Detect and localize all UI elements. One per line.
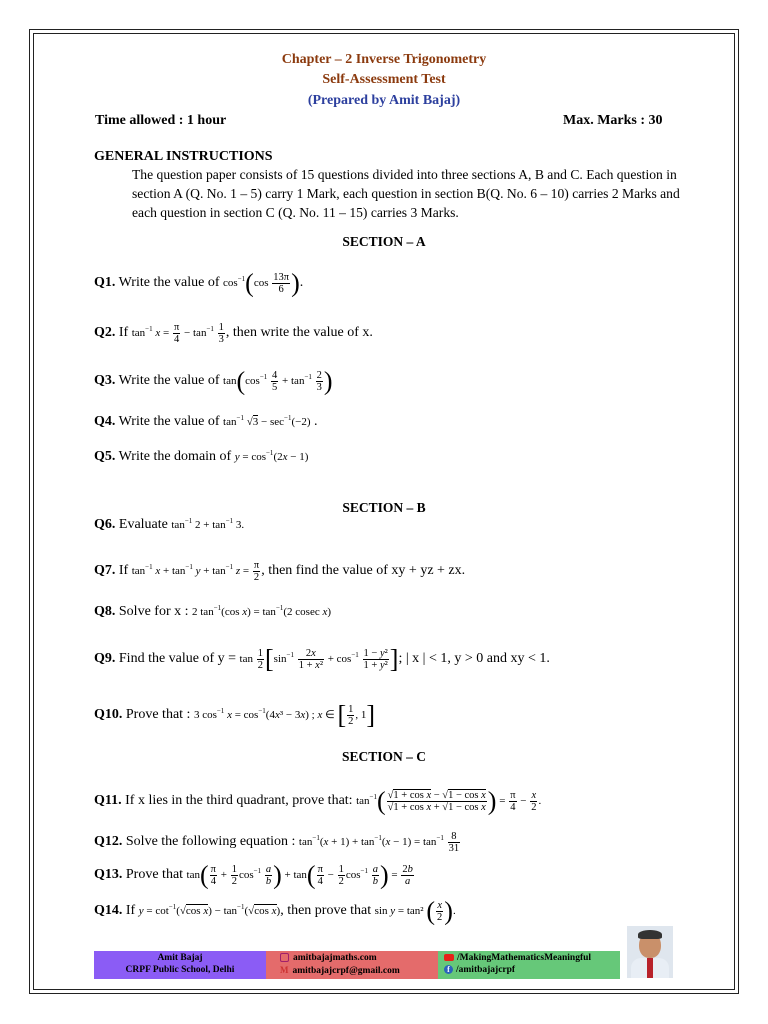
footer-youtube-row[interactable]: [444, 953, 591, 963]
math-expression: $y = \cos^{-1}(2x - 1)$: [234, 449, 309, 463]
question-12: Q12. Solve the following equation : $\tan^{-1}(x + 1) + \tan^{-1}(x - 1) = \tan^{-1}$ $\frac{8}{31}$: [94, 831, 460, 854]
math-expression: $\tan^{-1} √3 - \sec^{-1}(-2)$: [223, 414, 311, 428]
footer-youtube: /MakingMathematicsMeaningful: [457, 953, 592, 963]
math-expression: $\cos^{-1}(\cos$ $\frac{13\pi}{6}$ ): [223, 268, 300, 298]
max-marks: Max. Marks : 30: [563, 113, 663, 128]
question-10: Q10. Prove that : 3 $\cos^{-1} x = \cos^{-1}(4x^3 - 3x)$ ; x ∈ [ $\frac{1}{2}$ , 1]: [94, 700, 376, 730]
question-2: Q2. If $\tan^{-1} x$ = $\frac{\pi}{4}$ − $\tan^{-1}$ $\frac{1}{3}$ , then write the value of x.: [94, 322, 373, 345]
math-expression: $\tan^{-1} x$ = $\frac{\pi}{4}$ − $\tan^{-1}$ $\frac{1}{3}$: [131, 322, 224, 345]
math-expression: $\tan^{-1} x + \tan^{-1} y + \tan^{-1} z$ = $\frac{\pi}{2}$: [131, 560, 260, 583]
footer-email: amitbajajcrpf@gmail.com: [292, 966, 400, 976]
question-6: Q6. Evaluate $\tan^{-1} 2 + \tan^{-1} 3$.: [94, 517, 245, 532]
question-5: Q5. Write the domain of $y = \cos^{-1}(2x - 1)$: [94, 449, 309, 464]
footer-school: CRPF Public School, Delhi: [125, 965, 235, 975]
question-number: Q1.: [94, 275, 116, 291]
question-9: Q9. Find the value of y = tan $\frac{1}{2}$ [$\sin^{-1}$ $\frac{2x}{\text{1 + x²}}$ + $\cos^{-1}$ $\frac{\text{1 − y²}}{\text{1 + y²}}$ ]; | x | < 1, y > 0 and xy < 1.: [94, 644, 550, 674]
test-title: Self-Assessment Test: [322, 72, 446, 87]
math-expression-2: sin y = tan² ( $\frac{x}{2}$ ).: [374, 896, 456, 926]
facebook-icon: f: [444, 965, 453, 974]
chapter-title: Chapter – 2 Inverse Trigonometry: [281, 52, 487, 67]
question-13: Q13. Prove that tan( $\frac{\pi}{4}$ + $\frac{1}{2}$ $\cos^{-1}$ $\frac{a}{b}$ ) + tan( $\frac{\pi}{4}$ − $\frac{1}{2}$ $\cos^{-1}$ $\frac{a}{b}$ ) = $\frac{2b}{a}$: [94, 860, 413, 890]
math-expression: 2 $\tan^{-1}(\cos$ $x) = \tan^{-1}(2$ cosec x): [192, 604, 332, 618]
math-expression: tan( $\frac{\pi}{4}$ + $\frac{1}{2}$ $\cos^{-1}$ $\frac{a}{b}$ ) + tan( $\frac{\pi}{4}$ − $\frac{1}{2}$ $\cos^{-1}$ $\frac{a}{b}$ ) = $\frac{2b}{a}$: [186, 860, 413, 890]
author-line: (Prepared by Amit Bajaj): [307, 93, 461, 108]
footer-email-row[interactable]: [280, 965, 400, 976]
footer-website: amitbajajmaths.com: [293, 953, 377, 963]
youtube-icon: [444, 954, 454, 961]
section-a-heading: SECTION – A: [342, 234, 426, 249]
instructions-text: The question paper consists of 15 questions divided into three sections A, B and C. Each question in section A (Q. No. 1 – 5) carry 1 Mark, each question in section B(Q. No. 6 – 10) carries 2 Marks and each question in section C (Q. No. 11 – 15) carries 3 Marks.: [132, 167, 680, 220]
footer-facebook: /amitbajajcrpf: [456, 965, 516, 975]
math-expression: tan $\frac{1}{2}$ [$\sin^{-1}$ $\frac{2x}{\text{1 + x²}}$ + $\cos^{-1}$ $\frac{\text{1 − y²}}{\text{1 + y²}}$ ]: [239, 644, 399, 674]
math-expression: $\tan^{-1}(x + 1) + \tan^{-1}(x - 1) = \tan^{-1}$ $\frac{8}{31}$: [298, 831, 460, 854]
gmail-icon: M: [280, 965, 289, 975]
instagram-icon: [280, 953, 289, 962]
math-expression: $\tan^{-1}$( $\frac{\text{√1 + cos x − √1 − cos x}}{\text{√1 + cos x + √1 − cos x}}$ ) = $\frac{\pi}{4}$ − $\frac{x}{2}$ .: [356, 786, 542, 816]
section-c-heading: SECTION – C: [341, 749, 427, 764]
footer-author-panel: [94, 951, 266, 979]
section-b-heading: SECTION – B: [342, 500, 426, 515]
footer-facebook-row[interactable]: [444, 965, 515, 975]
math-expression: 3 $\cos^{-1} x = \cos^{-1}(4x^3 - 3x)$ ; x ∈ [ $\frac{1}{2}$ , 1]: [193, 700, 376, 730]
question-1: Q1. Write the value of $\cos^{-1}(\cos$ $\frac{13\pi}{6}$ ).: [94, 268, 304, 298]
question-11: Q11. If x lies in the third quadrant, prove that: $\tan^{-1}$( $\frac{\text{√1 + cos x − √1 − cos x}}{\text{√1 + cos x + √1 − cos x}}$ ) = $\frac{\pi}{4}$ − $\frac{x}{2}$ .: [94, 786, 542, 816]
time-allowed: Time allowed : 1 hour: [95, 113, 227, 128]
footer-social-panel: [438, 951, 620, 979]
math-expression: $y = \cot^{-1}(√\cos$ $x) - \tan^{-1}(√\cos$ x): [138, 903, 281, 918]
question-14: Q14. If $y = \cot^{-1}(√\cos$ $x) - \tan^{-1}(√\cos$ x), then prove that sin y = tan² ( $\frac{x}{2}$ ).: [94, 896, 456, 926]
math-expression: $\tan(\cos^{-1}$ $\frac{4}{5}$ + $\tan^{-1}$ $\frac{2}{3}$ ): [223, 366, 333, 396]
question-4: Q4. Write the value of $\tan^{-1} √3 - \sec^{-1}(-2)$ .: [94, 414, 318, 429]
question-7: Q7. If $\tan^{-1} x + \tan^{-1} y + \tan^{-1} z$ = $\frac{\pi}{2}$ , then find the value of xy + yz + zx.: [94, 560, 466, 583]
math-expression: $\tan^{-1} 2 + \tan^{-1} 3$.: [171, 517, 245, 531]
footer-name: Amit Bajaj: [157, 953, 203, 963]
question-3: Q3. Write the value of $\tan(\cos^{-1}$ $\frac{4}{5}$ + $\tan^{-1}$ $\frac{2}{3}$ ): [94, 366, 333, 396]
footer-contact-panel: [266, 951, 438, 979]
footer-website-row[interactable]: [280, 953, 377, 963]
instructions-heading: GENERAL INSTRUCTIONS: [94, 149, 273, 164]
author-photo: [627, 926, 673, 978]
question-8: Q8. Solve for x : 2 $\tan^{-1}(\cos$ $x) = \tan^{-1}(2$ cosec x): [94, 604, 332, 619]
